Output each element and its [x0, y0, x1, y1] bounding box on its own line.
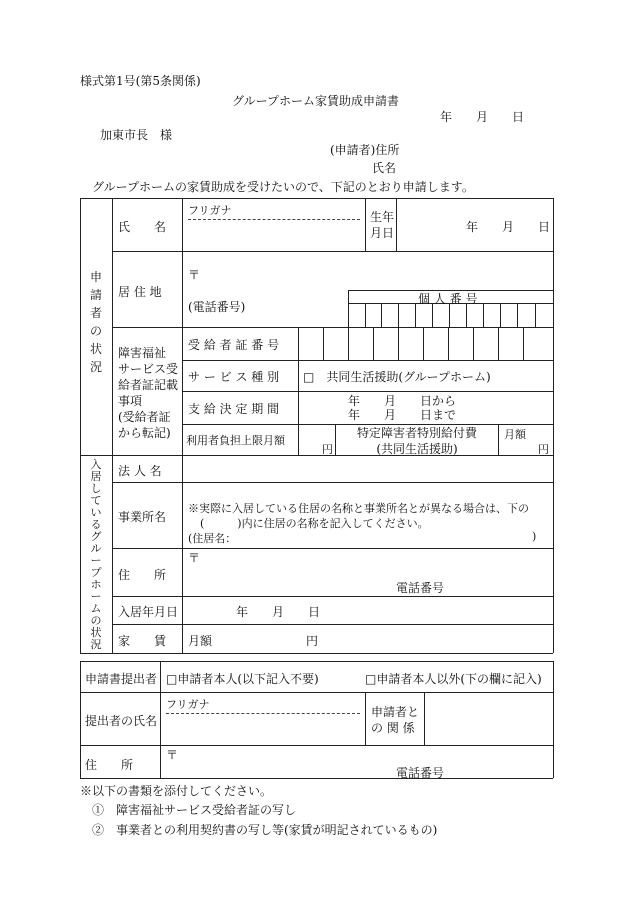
submitter-furigana-label: フリガナ	[166, 698, 210, 711]
office-residence-close: )	[532, 530, 537, 543]
cert-number-label: 受 給 者 証 番 号	[188, 338, 280, 352]
period-to-value[interactable]: 年 月 日まで	[348, 408, 457, 422]
rent-unit: 円	[306, 634, 319, 648]
submitter-phone-label: 電話番号	[396, 766, 445, 780]
service-cert-label: 障害福祉 サービス受 給者証記載 事項 (受給者証 から転記)	[118, 346, 179, 440]
office-name-label: 事業所名	[118, 510, 167, 524]
furigana-label: フリガナ	[188, 204, 232, 217]
attachment-note: ※以下の書類を添付してください。	[80, 784, 273, 798]
office-note-line1: ※実際に入居している住居の名称と事業所名とが異なる場合は、下の	[188, 502, 529, 515]
submitter-self-checkbox[interactable]: □申請者本人(以下記入不要)	[166, 672, 319, 686]
applicant-name-input[interactable]	[188, 222, 360, 248]
intro-text: グループホームの家賃助成を受けたいので、下記のとおり申請します。	[92, 180, 474, 194]
submitter-name-label: 提出者の氏名	[85, 714, 158, 728]
residence-postal-mark: 〒	[188, 268, 201, 282]
service-type-label: サ ー ビ ス 種 別	[188, 370, 280, 384]
birth-date-label: 生年 月日	[370, 210, 395, 240]
period-from-value[interactable]: 年 月 日から	[348, 394, 457, 408]
submitter-postal-mark: 〒	[166, 748, 179, 762]
copay-limit-unit: 円	[322, 443, 333, 456]
residence-phone-label: (電話番号)	[188, 300, 246, 314]
submission-date[interactable]: 年 月 日	[440, 110, 525, 124]
service-type-checkbox[interactable]: □ 共同生活援助(グループホーム)	[303, 370, 491, 384]
residence-label: 居 住 地	[118, 285, 162, 299]
payment-period-label: 支 給 決 定 期 間	[188, 402, 280, 416]
addressee: 加東市長 様	[100, 128, 173, 142]
relation-label: 申請者と の 関 係	[371, 705, 420, 735]
home-phone-label: 電話番号	[396, 581, 445, 595]
submitter-label: 申請書提出者	[85, 672, 158, 686]
page-title: グループホーム家賃助成申請書	[232, 94, 400, 108]
move-in-date-label: 入居年月日	[118, 605, 179, 619]
copay-limit-label: 利用者負担上限月額	[186, 434, 285, 447]
group-home-side-label: 入 居 し て い る グ ル ー プ ホ ー ム の 状 況	[90, 458, 102, 651]
birth-date-value[interactable]: 年 月 日	[466, 220, 551, 234]
office-note-line2: ( )内に住居の名称を記入してください。	[200, 517, 429, 530]
office-residence-name-label[interactable]: (住居名：	[188, 532, 237, 545]
submitter-name-input[interactable]	[166, 716, 360, 742]
form-number: 様式第1号(第5条関係)	[80, 74, 201, 88]
attachment-item-2: ② 事業者との利用契約書の写し等(家賃が明記されているもの)	[92, 823, 438, 837]
corporation-name-input[interactable]	[186, 458, 550, 480]
corporation-name-label: 法 人 名	[118, 464, 162, 478]
submitter-other-checkbox[interactable]: □申請者本人以外(下の欄に記入)	[365, 672, 542, 686]
rent-label: 家 賃	[118, 634, 167, 648]
applicant-status-side-label: 申 請 者 の 状 況	[89, 270, 102, 374]
name-label: 氏 名	[118, 220, 167, 234]
submitter-address-label: 住 所	[85, 758, 134, 772]
move-in-date-value[interactable]: 年 月 日	[236, 605, 321, 619]
applicant-address-label: (申請者)住所	[330, 143, 400, 157]
attachment-item-1: ① 障害福祉サービス受給者証の写し	[92, 803, 297, 817]
monthly-amount-unit: 円	[538, 443, 549, 456]
home-postal-mark: 〒	[188, 551, 201, 565]
home-address-label: 住 所	[118, 568, 167, 582]
applicant-name-label: 氏名	[372, 161, 397, 175]
relation-input[interactable]	[428, 696, 550, 742]
rent-monthly-label: 月額	[188, 634, 213, 648]
monthly-amount-label: 月額	[504, 428, 526, 441]
personal-number-label: 個 人 番 号	[418, 292, 478, 306]
special-benefit-label: 特定障害者特別給付費 (共同生活援助)	[356, 426, 477, 456]
